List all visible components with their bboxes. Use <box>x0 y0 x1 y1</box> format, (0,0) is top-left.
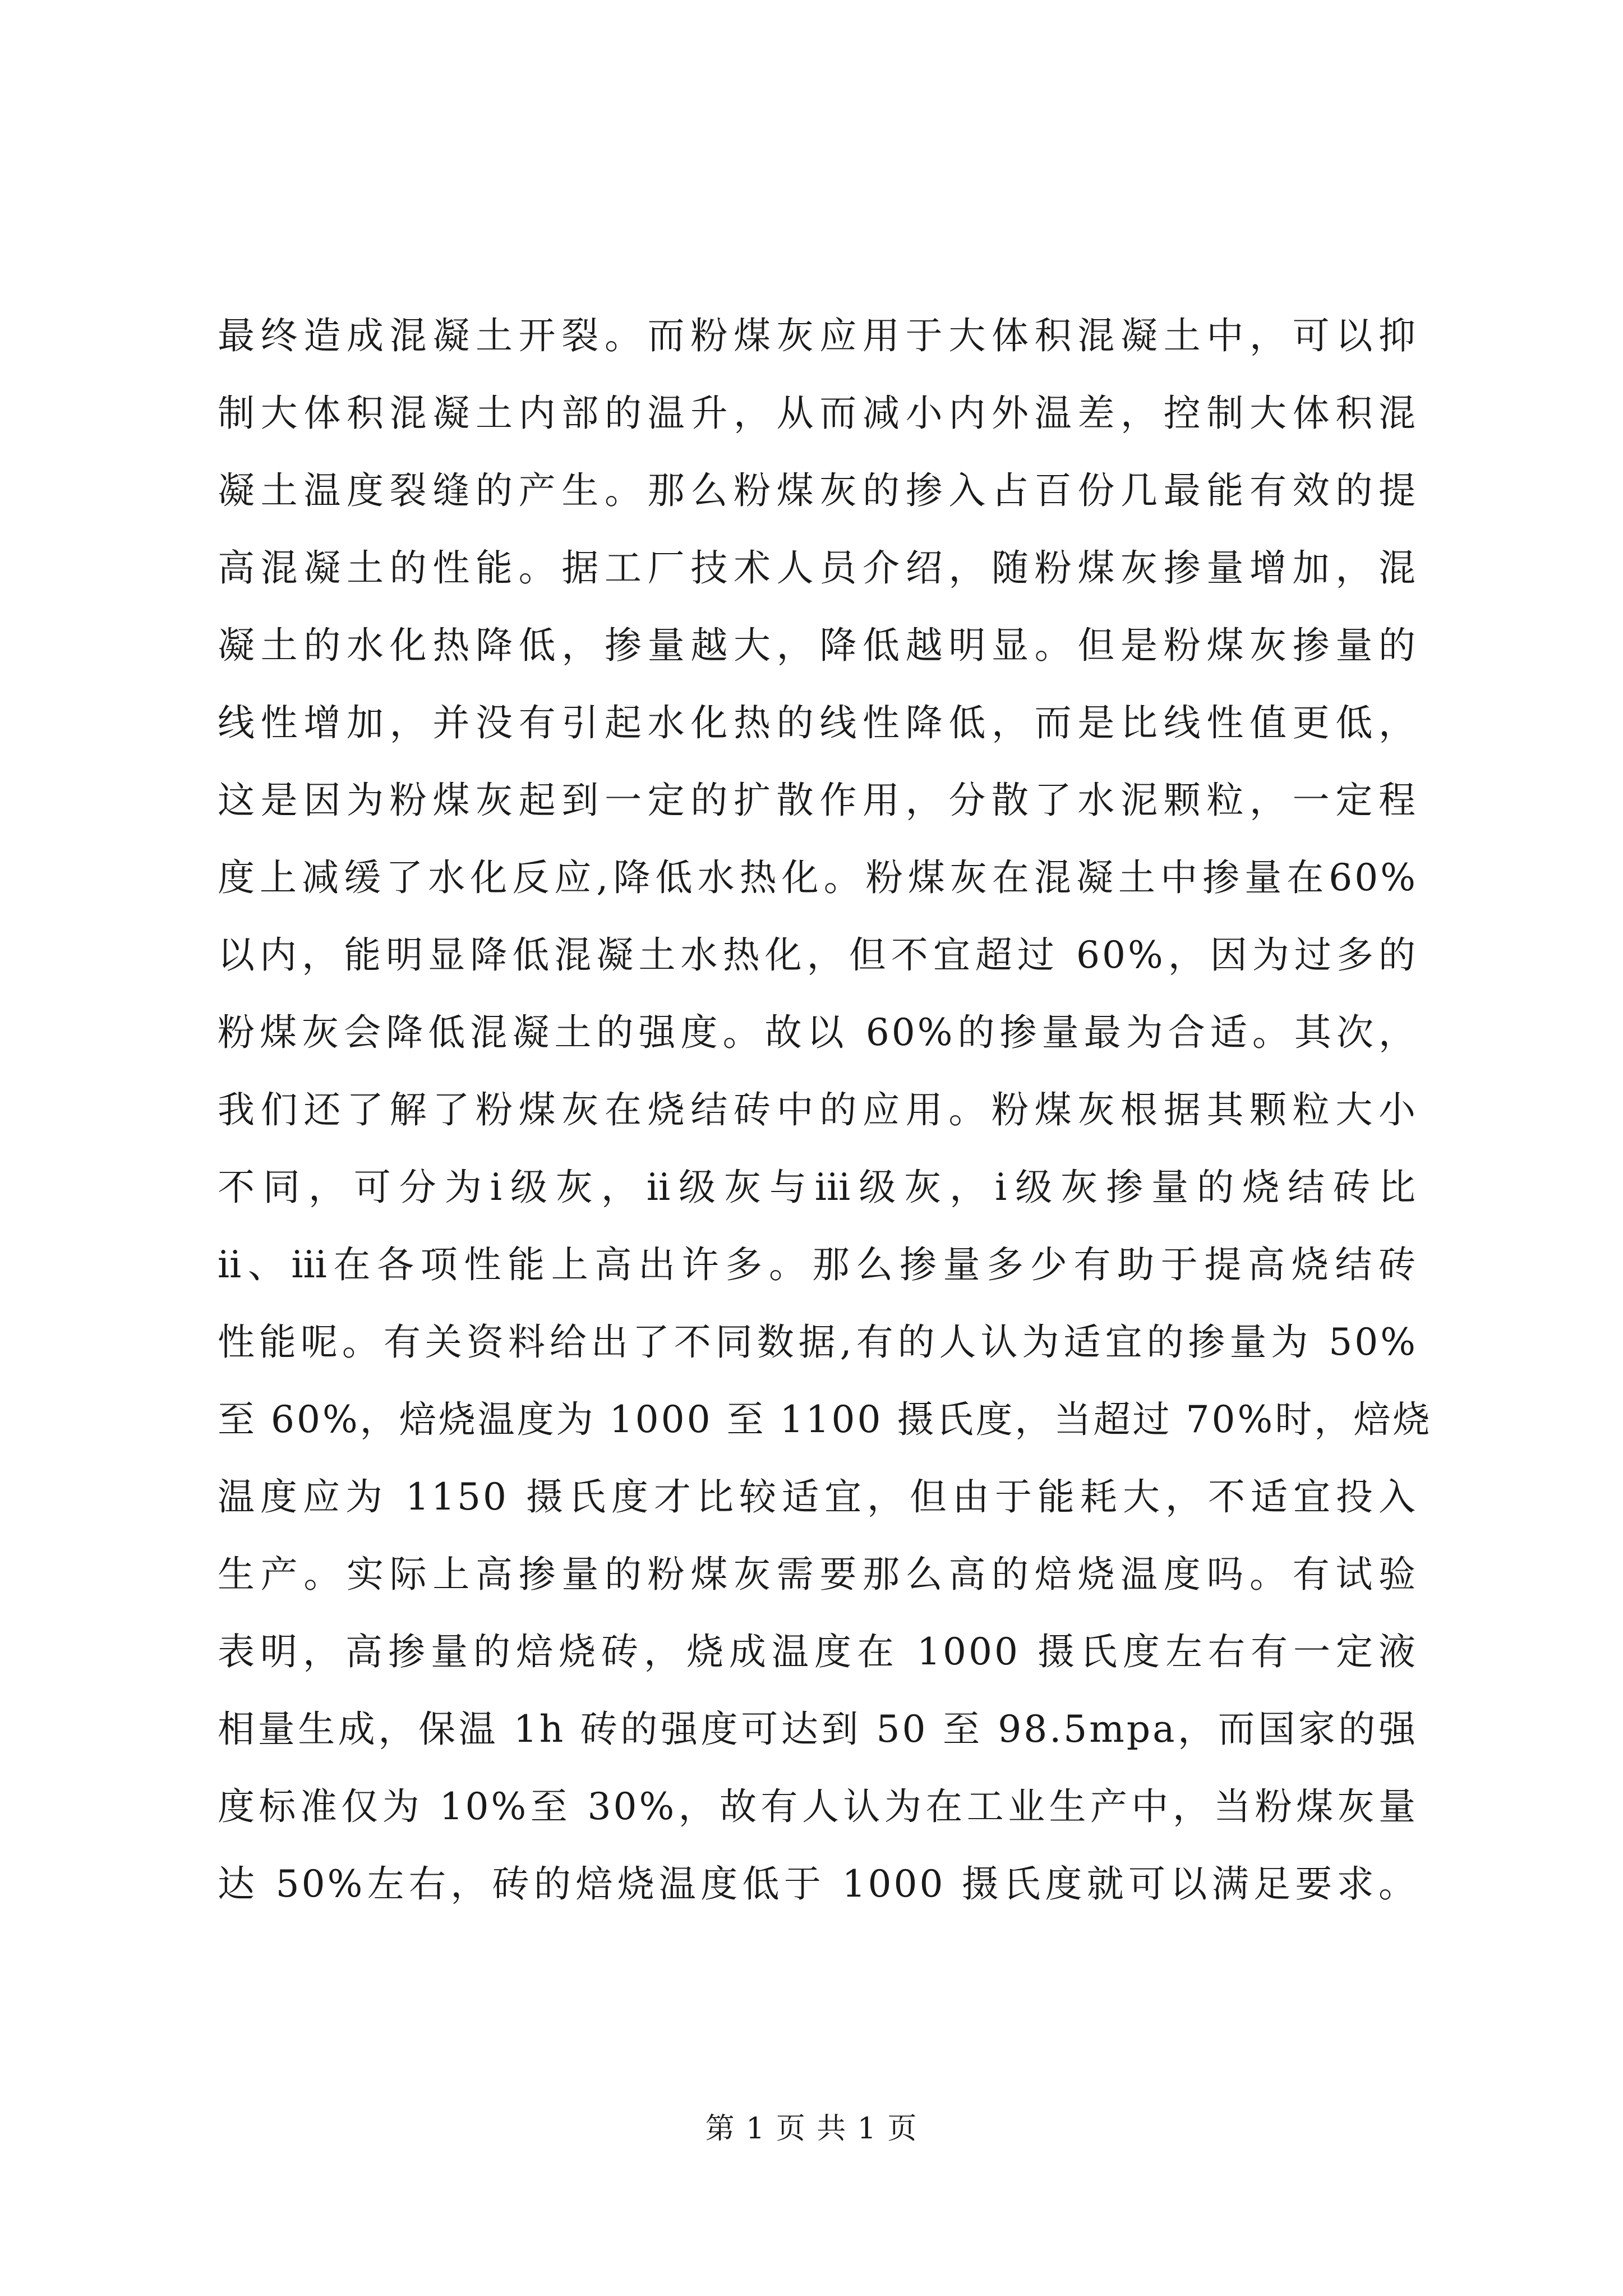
text-line: 至 60%，焙烧温度为 1000 至 1100 摄氏度，当超过 70%时，焙烧 <box>218 1398 1432 1441</box>
text-line: 制大体积混凝土内部的温升，从而减小内外温差，控制大体积混 <box>218 392 1418 435</box>
text-line: 表明，高掺量的焙烧砖，烧成温度在 1000 摄氏度左右有一定液 <box>218 1630 1418 1673</box>
text-line: 高混凝土的性能。据工厂技术人员介绍，随粉煤灰掺量增加，混 <box>218 546 1418 590</box>
text-line: 凝土的水化热降低，掺量越大，降低越明显。但是粉煤灰掺量的 <box>218 624 1418 667</box>
text-line: 度标准仅为 10%至 30%，故有人认为在工业生产中，当粉煤灰量 <box>218 1785 1418 1828</box>
text-line: 度上减缓了水化反应,降低水热化。粉煤灰在混凝土中掺量在60% <box>218 856 1418 899</box>
text-line: 我们还了解了粉煤灰在烧结砖中的应用。粉煤灰根据其颗粒大小 <box>218 1088 1418 1131</box>
text-line: 凝土温度裂缝的产生。那么粉煤灰的掺入占百份几最能有效的提 <box>218 469 1418 512</box>
text-line: 达 50%左右，砖的焙烧温度低于 1000 摄氏度就可以满足要求。 <box>218 1862 1418 1906</box>
text-line: ⅱ、ⅲ在各项性能上高出许多。那么掺量多少有助于提高烧结砖 <box>218 1243 1418 1286</box>
text-line: 粉煤灰会降低混凝土的强度。故以 60%的掺量最为合适。其次， <box>218 1011 1418 1054</box>
text-line: 生产。实际上高掺量的粉煤灰需要那么高的焙烧温度吗。有试验 <box>218 1553 1418 1596</box>
text-line: 以内，能明显降低混凝土水热化，但不宜超过 60%，因为过多的 <box>218 933 1418 977</box>
document-body <box>218 297 1432 1923</box>
text-line: 这是因为粉煤灰起到一定的扩散作用，分散了水泥颗粒，一定程 <box>218 779 1418 822</box>
text-line: 最终造成混凝土开裂。而粉煤灰应用于大体积混凝土中，可以抑 <box>218 314 1418 357</box>
text-line: 不同，可分为ⅰ级灰，ⅱ级灰与ⅲ级灰，ⅰ级灰掺量的烧结砖比 <box>218 1166 1418 1209</box>
text-line: 线性增加，并没有引起水化热的线性降低，而是比线性值更低， <box>218 701 1418 744</box>
text-line: 相量生成，保温 1h 砖的强度可达到 50 至 98.5mpa，而国家的强 <box>218 1708 1418 1751</box>
page-footer: 第 1 页 共 1 页 <box>705 2112 918 2146</box>
text-line: 性能呢。有关资料给出了不同数据,有的人认为适宜的掺量为 50% <box>218 1320 1418 1364</box>
text-line: 温度应为 1150 摄氏度才比较适宜，但由于能耗大，不适宜投入 <box>218 1475 1418 1519</box>
